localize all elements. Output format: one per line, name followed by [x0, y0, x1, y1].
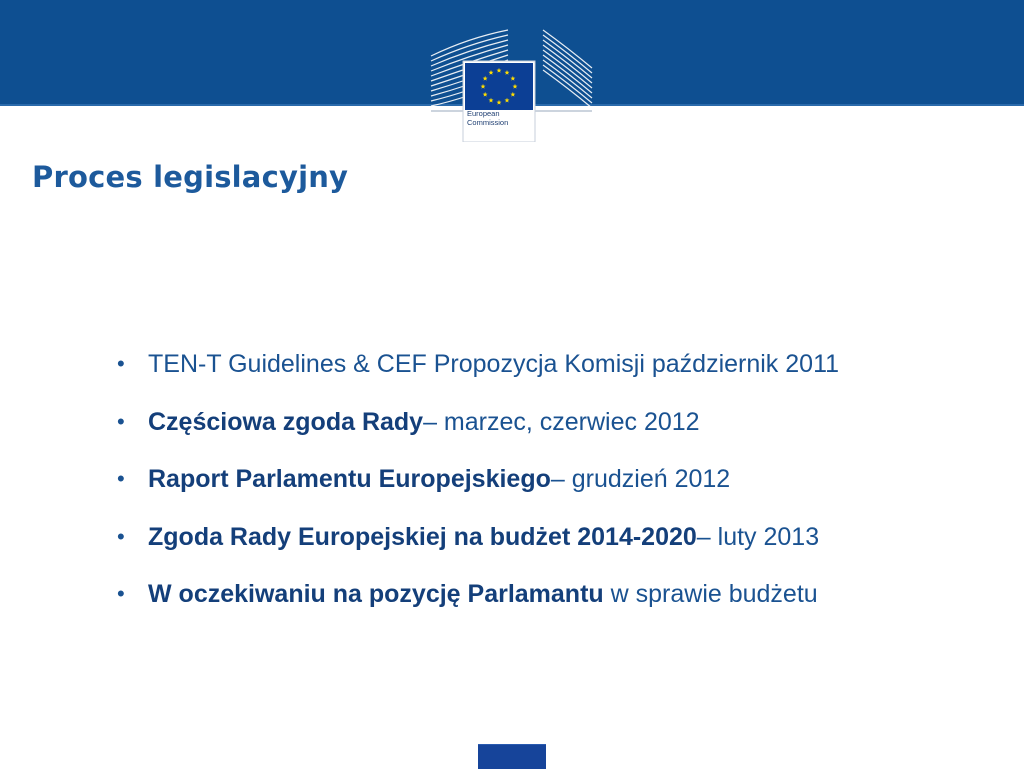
bullet-icon: • [117, 581, 125, 606]
bullet-item [112, 516, 1012, 574]
bullet-text: TEN-T Guidelines & CEF Propozycja Komisji październik 2011 [148, 350, 840, 378]
logo-caption-line1: European [467, 109, 500, 118]
bullet-icon: • [117, 408, 125, 434]
bullet-item [112, 573, 1012, 631]
logo-caption-line2: Commission [467, 118, 509, 127]
bullet-item [112, 343, 1012, 401]
bullet-bold-text: Częściowa zgoda Rady [148, 407, 424, 436]
bullet-icon: • [117, 351, 125, 376]
logo-caption [465, 109, 535, 127]
bullet-item [112, 458, 1012, 516]
bullet-bold-text: W oczekiwaniu na pozycję Parlamantu [148, 580, 604, 608]
bullet-icon: • [117, 523, 125, 549]
bullet-item [112, 401, 1012, 459]
bullet-bold-text: Raport Parlamentu Europejskiego [148, 465, 551, 493]
slide-title: Proces legislacyjny [32, 160, 349, 194]
eu-flag-icon [478, 744, 546, 769]
bullet-text: w sprawie budżetu [603, 580, 818, 608]
bullet-bold-text: Zgoda Rady Europejskiej na budżet 2014-2020 [148, 522, 697, 551]
bullet-text: – marzec, czerwiec 2012 [423, 407, 700, 436]
bullet-text: – grudzień 2012 [550, 465, 731, 493]
bullet-text: – luty 2013 [696, 522, 820, 551]
bullet-list [112, 343, 1012, 631]
bullet-icon: • [117, 466, 125, 491]
